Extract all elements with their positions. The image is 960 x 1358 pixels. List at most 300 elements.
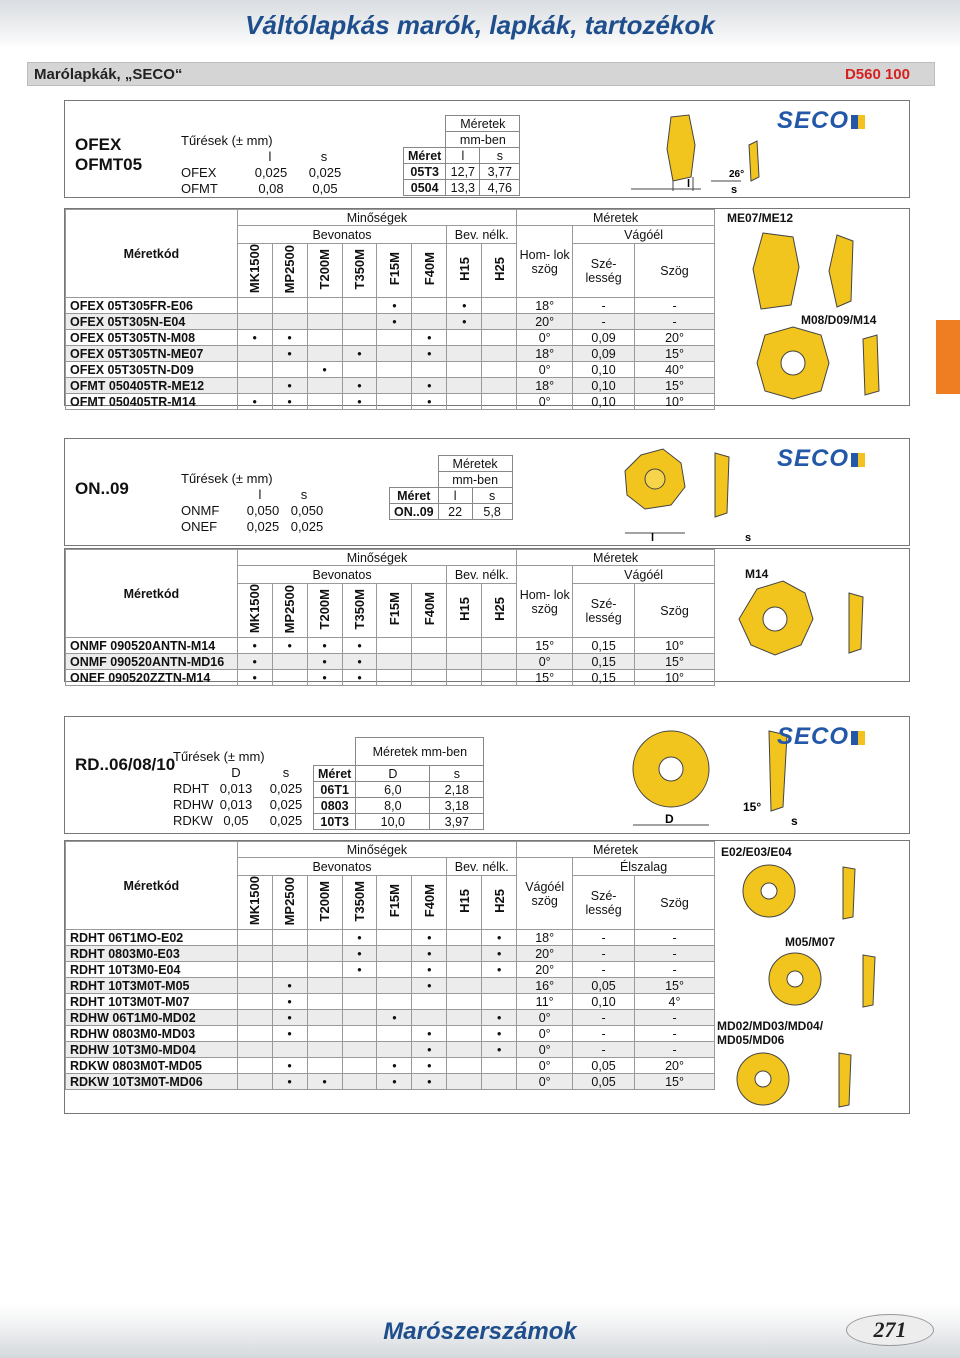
- grade-dot: •: [342, 346, 377, 362]
- row-szog: 15°: [635, 978, 715, 994]
- grade-empty: [272, 314, 307, 330]
- grade-empty: [412, 654, 447, 670]
- dim-head-meret: Méret: [390, 488, 439, 504]
- rd-header-panel: [64, 716, 910, 834]
- row-angle: 11°: [517, 994, 573, 1010]
- row-width: -: [573, 1042, 635, 1058]
- grade-empty: [447, 330, 482, 346]
- grade-head: [307, 876, 342, 930]
- row-code: ONMF 090520ANTN-MD16: [66, 654, 238, 670]
- col-meretek: Méretek: [517, 550, 715, 566]
- grade-label: F40M: [421, 884, 437, 918]
- tol-head-l: l: [258, 487, 262, 502]
- grade-dot: •: [377, 314, 412, 330]
- grade-head: [377, 244, 412, 298]
- grade-head: [447, 876, 482, 930]
- grade-empty: [342, 1010, 377, 1026]
- grade-empty: [377, 670, 412, 686]
- row-width: 0,15: [573, 638, 635, 654]
- grade-dot: •: [272, 1074, 307, 1090]
- grade-empty: [307, 314, 342, 330]
- grade-empty: [272, 930, 307, 946]
- row-szog: 15°: [635, 346, 715, 362]
- grade-empty: [342, 1058, 377, 1074]
- grade-dot: •: [412, 330, 447, 346]
- grade-head: [482, 584, 517, 638]
- col-homlok: Hom- lok szög: [517, 566, 573, 638]
- grade-dot: •: [237, 330, 272, 346]
- grade-empty: [342, 330, 377, 346]
- grade-dot: •: [482, 1042, 517, 1058]
- rd-grade-table: [65, 841, 715, 1090]
- grade-empty: [342, 362, 377, 378]
- col-meretek: Méretek: [517, 842, 715, 858]
- grade-dot: •: [307, 670, 342, 686]
- grade-label: F15M: [386, 592, 402, 626]
- page-title: Váltólapkás marók, lapkák, tartozékok: [245, 10, 715, 40]
- table-row: [66, 1074, 715, 1090]
- row-width: -: [573, 1026, 635, 1042]
- row-szog: 15°: [635, 654, 715, 670]
- dim-head-meret: Méret: [404, 148, 446, 164]
- dim-head-s: s: [472, 488, 512, 504]
- row-width: -: [573, 962, 635, 978]
- row-angle: 0°: [517, 1026, 573, 1042]
- grade-label: T350M: [352, 588, 368, 630]
- fig-label-s: s: [731, 184, 738, 196]
- grade-head: [237, 244, 272, 298]
- tol-name: RDHT: [173, 781, 210, 796]
- grade-dot: •: [272, 378, 307, 394]
- grade-empty: [447, 638, 482, 654]
- tol-head-s: s: [320, 149, 328, 164]
- grade-dot: •: [272, 1010, 307, 1026]
- grade-empty: [272, 298, 307, 314]
- dim-s: 2,18: [430, 782, 484, 798]
- grade-dot: •: [342, 670, 377, 686]
- grade-dot: •: [447, 314, 482, 330]
- col-meretkod: Méretkód: [66, 210, 238, 298]
- grade-empty: [377, 378, 412, 394]
- grade-dot: •: [272, 994, 307, 1010]
- tol-value: 0,025: [246, 519, 280, 534]
- grade-dot: •: [272, 978, 307, 994]
- grade-empty: [447, 346, 482, 362]
- row-szog: -: [635, 314, 715, 330]
- grade-empty: [307, 946, 342, 962]
- row-width: 0,10: [573, 994, 635, 1010]
- seco-logo: [777, 107, 865, 135]
- dim-head-unit: mm-ben: [446, 132, 520, 148]
- table-row: [66, 1058, 715, 1074]
- grade-empty: [482, 298, 517, 314]
- grade-dot: •: [237, 670, 272, 686]
- ofex-insert-figure: [733, 227, 903, 313]
- grade-empty: [447, 394, 482, 410]
- col-bevnelk: Bev. nélk.: [447, 858, 517, 876]
- dim-head-s: s: [480, 148, 520, 164]
- grade-empty: [272, 962, 307, 978]
- row-szog: -: [635, 946, 715, 962]
- ofex-title: OFEX OFMT05: [75, 135, 143, 174]
- col-homlok: Hom- lok szög: [517, 226, 573, 298]
- row-code: OFEX 05T305N-E04: [66, 314, 238, 330]
- grade-label: MK1500: [247, 876, 263, 926]
- grade-dot: •: [342, 946, 377, 962]
- col-szog: Szög: [635, 876, 715, 930]
- row-angle: 0°: [517, 394, 573, 410]
- grade-dot: •: [342, 378, 377, 394]
- grade-empty: [447, 362, 482, 378]
- tol-head-l: l: [268, 149, 272, 164]
- tolerance-label: Tűrések (± mm): [181, 133, 273, 148]
- grade-dot: •: [412, 978, 447, 994]
- grade-empty: [482, 362, 517, 378]
- tol-name: RDKW: [173, 813, 213, 828]
- dim-head-s: s: [430, 766, 484, 782]
- col-elszalag: Élszalag: [573, 858, 715, 876]
- grade-empty: [447, 994, 482, 1010]
- dim-meret: ON..09: [390, 504, 439, 520]
- row-szog: 10°: [635, 394, 715, 410]
- grade-label: F15M: [386, 252, 402, 286]
- grade-empty: [447, 654, 482, 670]
- grade-head: [237, 876, 272, 930]
- grade-label: T350M: [351, 880, 367, 922]
- ofex-dimension-table: [403, 115, 520, 196]
- col-minosegek: Minőségek: [237, 842, 517, 858]
- table-row: [66, 314, 715, 330]
- col-szog: Szög: [635, 584, 715, 638]
- dim-head-meret: Méret: [314, 766, 356, 782]
- grade-empty: [237, 946, 272, 962]
- grade-empty: [377, 330, 412, 346]
- row-width: 0,09: [573, 330, 635, 346]
- grade-empty: [342, 298, 377, 314]
- grade-dot: •: [377, 1074, 412, 1090]
- grade-dot: •: [412, 346, 447, 362]
- row-code: RDHT 10T3M0T-M05: [66, 978, 238, 994]
- row-szog: -: [635, 962, 715, 978]
- rd-title: RD..06/08/10: [75, 755, 176, 774]
- fig-label-s: s: [745, 532, 752, 543]
- grade-empty: [237, 978, 272, 994]
- tol-name: OFEX: [181, 165, 217, 180]
- grade-empty: [237, 314, 272, 330]
- grade-empty: [377, 962, 412, 978]
- grade-empty: [272, 1042, 307, 1058]
- row-code: RDKW 10T3M0T-MD06: [66, 1074, 238, 1090]
- tol-value: 0,025: [308, 165, 342, 180]
- on-title: ON..09: [75, 479, 129, 498]
- col-szog: Szög: [635, 244, 715, 298]
- row-angle: 20°: [517, 946, 573, 962]
- grade-dot: •: [412, 1058, 447, 1074]
- side-tab: [936, 320, 960, 394]
- grade-empty: [482, 994, 517, 1010]
- row-szog: 15°: [635, 1074, 715, 1090]
- grade-label: F40M: [421, 592, 437, 626]
- grade-head: [272, 244, 307, 298]
- grade-empty: [272, 670, 307, 686]
- seco-logo: [777, 723, 865, 751]
- grade-empty: [412, 638, 447, 654]
- figure-label: M08/D09/M14: [801, 313, 877, 327]
- row-code: ONEF 090520ZZTN-M14: [66, 670, 238, 686]
- row-angle: 18°: [517, 346, 573, 362]
- row-szog: -: [635, 298, 715, 314]
- grade-empty: [342, 978, 377, 994]
- grade-empty: [482, 314, 517, 330]
- grade-empty: [482, 654, 517, 670]
- grade-empty: [412, 1010, 447, 1026]
- row-code: OFMT 050405TR-ME12: [66, 378, 238, 394]
- on-m14-figure: [725, 579, 895, 679]
- grade-dot: •: [482, 930, 517, 946]
- row-angle: 0°: [517, 1058, 573, 1074]
- catalog-code: D560 100: [844, 66, 910, 83]
- grade-empty: [237, 962, 272, 978]
- grade-label: T200M: [317, 880, 333, 922]
- dim-meret: 0504: [404, 180, 446, 196]
- grade-empty: [342, 1026, 377, 1042]
- grade-empty: [237, 346, 272, 362]
- row-code: RDHT 06T1MO-E02: [66, 930, 238, 946]
- row-angle: 0°: [517, 1010, 573, 1026]
- row-szog: -: [635, 1042, 715, 1058]
- grade-head: [342, 244, 377, 298]
- grade-empty: [412, 994, 447, 1010]
- tol-value: 0,025: [290, 519, 324, 534]
- fig-label-l: l: [651, 532, 655, 543]
- grade-empty: [237, 994, 272, 1010]
- dim-s: 4,76: [480, 180, 520, 196]
- grade-dot: •: [272, 1058, 307, 1074]
- col-vagoel: Vágóél: [573, 226, 715, 244]
- tol-value: 0,025: [269, 813, 303, 828]
- table-row: [66, 298, 715, 314]
- grade-empty: [237, 1010, 272, 1026]
- grade-dot: •: [237, 638, 272, 654]
- grade-empty: [377, 394, 412, 410]
- grade-label: H15: [456, 257, 472, 281]
- table-row: [66, 994, 715, 1010]
- tol-value: 0,025: [254, 165, 288, 180]
- dim-meret: 06T1: [314, 782, 356, 798]
- dim-s: 5,8: [472, 504, 512, 520]
- grade-label: MP2500: [282, 244, 298, 294]
- grade-dot: •: [307, 638, 342, 654]
- grade-label: T350M: [351, 248, 367, 290]
- grade-dot: •: [412, 1042, 447, 1058]
- seco-logo-text: SECO: [777, 107, 850, 134]
- grade-empty: [377, 946, 412, 962]
- grade-empty: [342, 994, 377, 1010]
- row-code: RDKW 0803M0T-MD05: [66, 1058, 238, 1074]
- grade-empty: [447, 1074, 482, 1090]
- octagon-insert-figure: [745, 325, 905, 405]
- grade-empty: [272, 362, 307, 378]
- grade-empty: [482, 670, 517, 686]
- grade-dot: •: [272, 330, 307, 346]
- grade-empty: [237, 1074, 272, 1090]
- seco-logo-text: SECO: [777, 723, 850, 750]
- row-angle: 20°: [517, 962, 573, 978]
- grade-empty: [342, 1074, 377, 1090]
- tol-value: 0,050: [246, 503, 280, 518]
- col-szelesseg: Szé- lesség: [573, 244, 635, 298]
- table-row: [66, 346, 715, 362]
- grade-label: MK1500: [247, 584, 263, 634]
- grade-dot: •: [412, 378, 447, 394]
- figure-label: M14: [745, 567, 769, 581]
- col-szelesseg: Szé- lesség: [573, 584, 635, 638]
- grade-dot: •: [412, 1074, 447, 1090]
- row-code: ONMF 090520ANTN-M14: [66, 638, 238, 654]
- dim-s: 3,77: [480, 164, 520, 180]
- grade-empty: [307, 394, 342, 410]
- table-row: [66, 378, 715, 394]
- grade-empty: [377, 654, 412, 670]
- col-minosegek: Minőségek: [237, 550, 517, 566]
- ofex-grade-table-panel: [64, 208, 910, 409]
- on-header-panel: [64, 438, 910, 546]
- row-angle: 0°: [517, 1042, 573, 1058]
- row-szog: 20°: [635, 1058, 715, 1074]
- row-angle: 0°: [517, 654, 573, 670]
- tol-value: 0,050: [290, 503, 324, 518]
- grade-dot: •: [307, 1074, 342, 1090]
- grade-empty: [307, 978, 342, 994]
- row-szog: 20°: [635, 330, 715, 346]
- tol-name: ONMF: [181, 503, 220, 518]
- table-row: [66, 946, 715, 962]
- grade-empty: [377, 1042, 412, 1058]
- col-bevonatos: Bevonatos: [237, 858, 447, 876]
- grade-head: [412, 876, 447, 930]
- row-szog: 15°: [635, 378, 715, 394]
- fig-label-angle: 26°: [729, 169, 745, 180]
- row-code: RDHT 10T3M0T-M07: [66, 994, 238, 1010]
- grade-empty: [447, 946, 482, 962]
- fig-label-angle: 15°: [743, 800, 762, 814]
- row-szog: 10°: [635, 670, 715, 686]
- row-angle: 0°: [517, 362, 573, 378]
- dim-D: 8,0: [356, 798, 430, 814]
- row-szog: -: [635, 930, 715, 946]
- on-dimension-table: [389, 455, 513, 520]
- table-row: [66, 394, 715, 410]
- grade-label: H15: [456, 889, 472, 913]
- grade-head: [482, 876, 517, 930]
- grade-empty: [272, 654, 307, 670]
- tol-name: OFMT: [181, 181, 218, 196]
- tol-value: 0,025: [269, 797, 303, 812]
- row-width: 0,10: [573, 394, 635, 410]
- col-bevnelk: Bev. nélk.: [447, 566, 517, 584]
- table-row: [66, 638, 715, 654]
- grade-empty: [307, 378, 342, 394]
- row-angle: 15°: [517, 670, 573, 686]
- row-code: RDHT 0803M0-E03: [66, 946, 238, 962]
- grade-head: [482, 244, 517, 298]
- row-szog: -: [635, 1010, 715, 1026]
- row-code: OFEX 05T305FR-E06: [66, 298, 238, 314]
- grade-empty: [307, 962, 342, 978]
- grade-dot: •: [482, 946, 517, 962]
- grade-empty: [377, 930, 412, 946]
- row-szog: 4°: [635, 994, 715, 1010]
- grade-empty: [377, 994, 412, 1010]
- dim-s: 3,18: [430, 798, 484, 814]
- seco-logo: [777, 445, 865, 473]
- grade-dot: •: [482, 962, 517, 978]
- rd-md-figure: [727, 1049, 887, 1111]
- dim-l: 13,3: [446, 180, 480, 196]
- grade-empty: [237, 298, 272, 314]
- tol-value: 0,05: [223, 813, 249, 828]
- row-width: -: [573, 298, 635, 314]
- grade-empty: [377, 978, 412, 994]
- seco-logo-text: SECO: [777, 445, 850, 472]
- rd-e-figure: [733, 861, 893, 925]
- grade-label: H15: [456, 597, 472, 621]
- row-angle: 0°: [517, 330, 573, 346]
- grade-dot: •: [342, 654, 377, 670]
- grade-dot: •: [447, 298, 482, 314]
- row-angle: 15°: [517, 638, 573, 654]
- grade-label: H25: [491, 597, 507, 621]
- section-title: Marólapkák, „SECO“: [34, 66, 183, 83]
- tol-head-D: D: [231, 765, 241, 780]
- fig-label-s: s: [791, 814, 798, 828]
- grade-empty: [377, 638, 412, 654]
- grade-dot: •: [272, 1026, 307, 1042]
- table-row: [66, 654, 715, 670]
- row-code: OFEX 05T305TN-ME07: [66, 346, 238, 362]
- grade-empty: [307, 298, 342, 314]
- grade-empty: [447, 930, 482, 946]
- grade-label: MK1500: [247, 244, 263, 294]
- row-width: -: [573, 1010, 635, 1026]
- row-angle: 18°: [517, 378, 573, 394]
- grade-dot: •: [377, 1058, 412, 1074]
- on-insert-figure: [605, 443, 775, 543]
- grade-dot: •: [342, 638, 377, 654]
- col-bevnelk: Bev. nélk.: [447, 226, 517, 244]
- dim-head-l: l: [438, 488, 472, 504]
- grade-empty: [482, 394, 517, 410]
- grade-empty: [447, 1026, 482, 1042]
- figure-label: ME07/ME12: [727, 211, 794, 225]
- grade-empty: [377, 1026, 412, 1042]
- grade-empty: [237, 378, 272, 394]
- rd-dimension-table: [313, 737, 484, 830]
- grade-empty: [482, 978, 517, 994]
- figure-label: E02/E03/E04: [721, 845, 792, 859]
- row-width: 0,15: [573, 654, 635, 670]
- grade-empty: [447, 962, 482, 978]
- row-szog: -: [635, 1026, 715, 1042]
- table-row: [66, 978, 715, 994]
- grade-empty: [377, 362, 412, 378]
- grade-head: [377, 876, 412, 930]
- row-width: 0,05: [573, 1074, 635, 1090]
- grade-head: [307, 584, 342, 638]
- row-szog: 10°: [635, 638, 715, 654]
- grade-dot: •: [272, 346, 307, 362]
- table-row: [66, 362, 715, 378]
